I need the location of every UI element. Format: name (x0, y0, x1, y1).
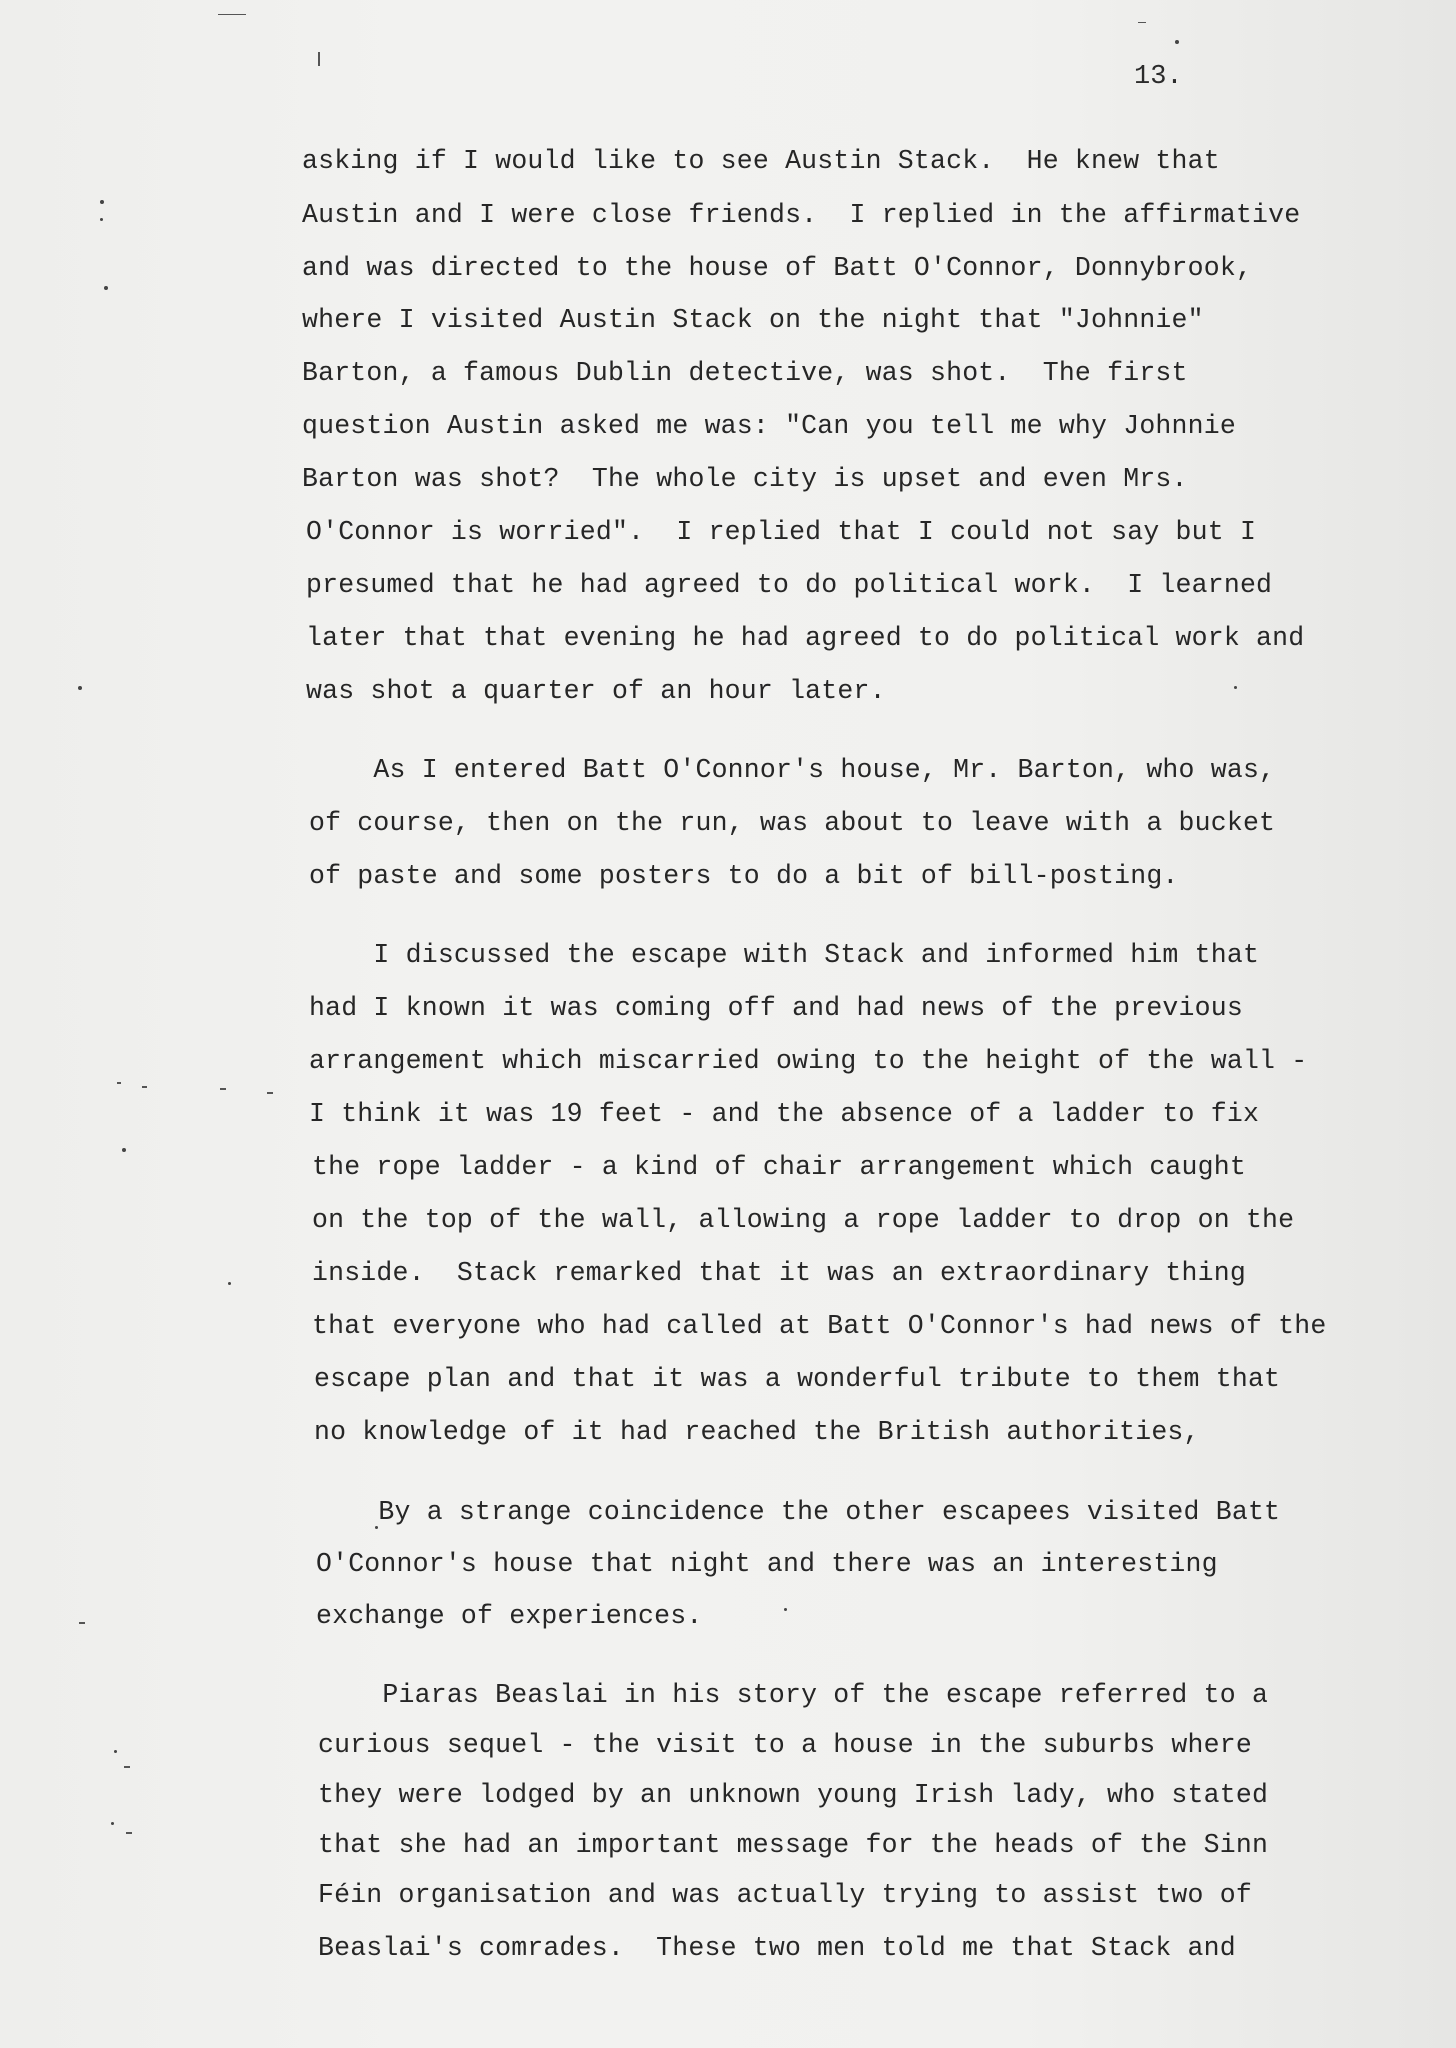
margin-dash (267, 1092, 273, 1094)
text-line: arrangement which miscarried owing to the height of the wall - (309, 1046, 1308, 1076)
text-line: the rope ladder - a kind of chair arrangement which caught (312, 1152, 1246, 1182)
margin-dash (220, 1088, 226, 1090)
margin-dot (111, 1822, 114, 1825)
top-rule-mark (218, 14, 246, 15)
text-line: that everyone who had called at Batt O'Connor's had news of the (312, 1311, 1327, 1341)
text-line: Barton was shot? The whole city is upset and even Mrs. (302, 464, 1188, 494)
text-line: of paste and some posters to do a bit of bill-posting. (309, 861, 1179, 891)
margin-dash (142, 1086, 147, 1088)
margin-dot (100, 200, 104, 204)
text-line: where I visited Austin Stack on the night that "Johnnie" (302, 305, 1204, 335)
text-line: Piaras Beaslai in his story of the escape referred to a (318, 1680, 1269, 1710)
margin-dot (78, 686, 82, 690)
text-line: and was directed to the house of Batt O'Connor, Donnybrook, (302, 253, 1253, 283)
text-line: Beaslai's comrades. These two men told me that Stack and (318, 1933, 1236, 1963)
text-line: presumed that he had agreed to do political work. I learned (306, 570, 1273, 600)
text-line: As I entered Batt O'Connor's house, Mr. Barton, who was, (309, 755, 1276, 785)
text-line: escape plan and that it was a wonderful tribute to them that (314, 1364, 1281, 1394)
text-line: O'Connor's house that night and there was an interesting (316, 1549, 1218, 1579)
tick-mark (1138, 22, 1146, 23)
page-number: 13. (1134, 62, 1183, 92)
speck-mark (1234, 686, 1237, 689)
text-line: of course, then on the run, was about to leave with a bucket (309, 808, 1276, 838)
text-line: question Austin asked me was: "Can you tell me why Johnnie (302, 411, 1236, 441)
text-line: By a strange coincidence the other escapees visited Batt (314, 1497, 1281, 1527)
margin-dash (79, 1622, 85, 1624)
text-line: later that that evening he had agreed to do political work and (306, 623, 1305, 653)
text-line: was shot a quarter of an hour later. (306, 676, 886, 706)
text-line: O'Connor is worried". I replied that I could not say but I (306, 517, 1257, 547)
text-line: Austin and I were close friends. I replied in the affirmative (302, 200, 1301, 230)
text-line: I discussed the escape with Stack and informed him that (309, 940, 1260, 970)
tick-mark (318, 52, 320, 66)
margin-dot (100, 218, 103, 221)
text-line: Féin organisation and was actually trying to assist two of (318, 1880, 1252, 1910)
margin-dash (126, 1832, 132, 1834)
text-line: on the top of the wall, allowing a rope ladder to drop on the (312, 1205, 1295, 1235)
text-line: exchange of experiences. (316, 1601, 703, 1631)
text-line: had I known it was coming off and had news of the previous (309, 993, 1243, 1023)
margin-dot (104, 286, 108, 290)
speck-mark (784, 1608, 787, 1611)
margin-dash (117, 1082, 121, 1084)
text-line: they were lodged by an unknown young Irish lady, who stated (318, 1780, 1269, 1810)
margin-dot (228, 1282, 231, 1285)
text-line: inside. Stack remarked that it was an extraordinary thing (312, 1258, 1246, 1288)
margin-dot (114, 1750, 117, 1753)
text-line: asking if I would like to see Austin Stack. He knew that (302, 146, 1220, 176)
text-line: I think it was 19 feet - and the absence of a ladder to fix (309, 1099, 1260, 1129)
speck-mark (1175, 40, 1179, 44)
margin-dash (124, 1766, 130, 1768)
margin-dot (122, 1148, 126, 1152)
text-line: that she had an important message for the heads of the Sinn (318, 1830, 1269, 1860)
text-line: curious sequel - the visit to a house in the suburbs where (318, 1730, 1252, 1760)
text-line: Barton, a famous Dublin detective, was shot. The first (302, 358, 1188, 388)
text-line: no knowledge of it had reached the British authorities, (314, 1417, 1200, 1447)
